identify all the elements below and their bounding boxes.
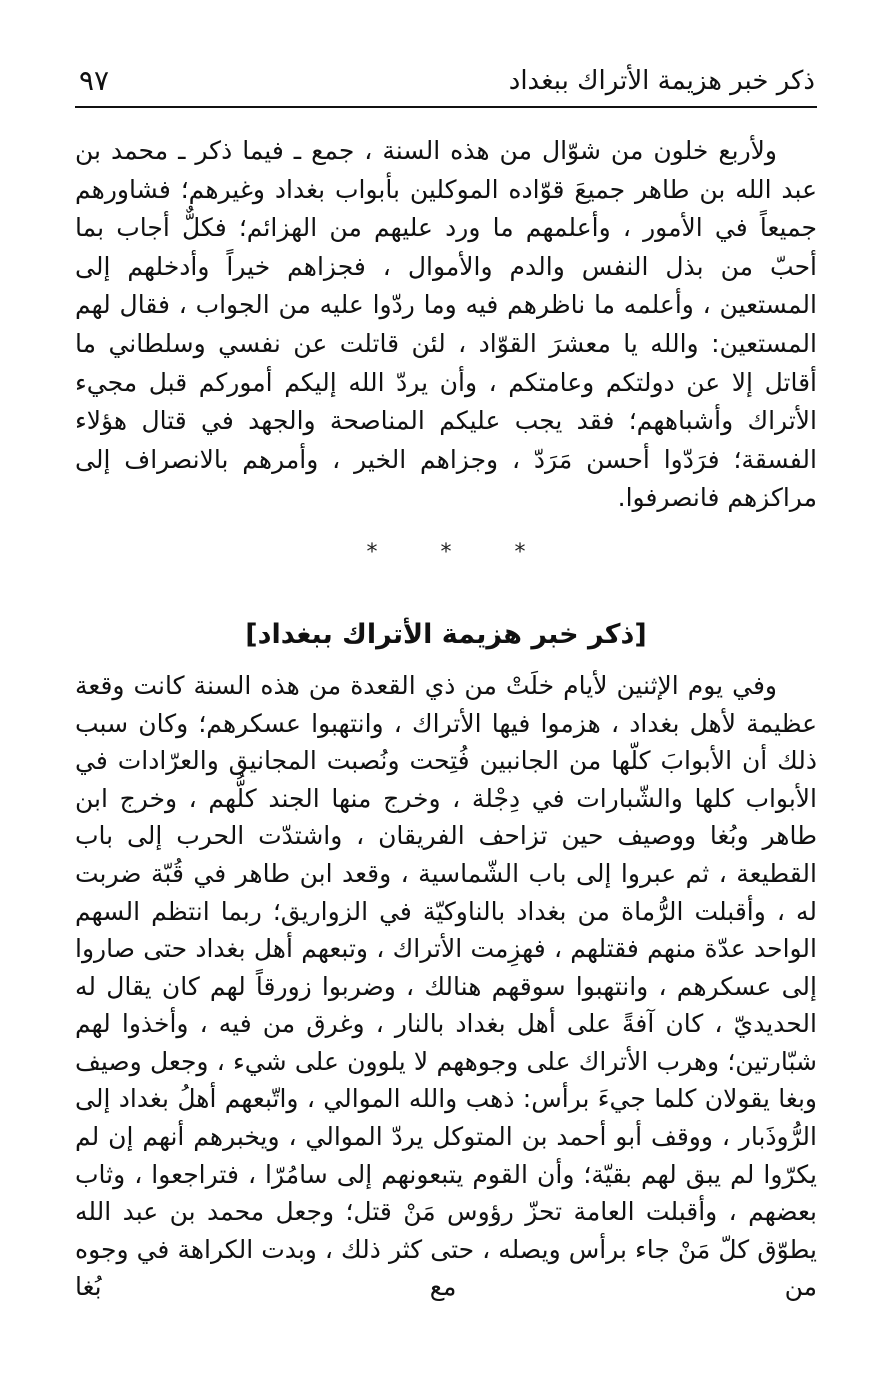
page-number: ٩٧ [79,64,110,97]
paragraph-shawwal-council: ولأربع خلون من شوّال من هذه السنة ، جمع ـ فيما ذكر ـ محمد بن عبد الله بن طاهر جميعَ قوّاده الموكلين بأبواب بغداد وغيرهم؛ فشاورهم جميعاً في الأمور ، وأعلمهم ما ورد عليهم من الهزائم؛ فكلٌّ أجاب بما أحبّ من بذل النفس والدم والأموال ، فجزاهم خيراً وأدخلهم إلى المستعين ، وأعلمه ما ناظرهم فيه وما ردّوا عليه من الجواب ، فقال لهم المستعين: والله يا معشرَ القوّاد ، لئن قاتلت عن نفسي وسلطاني ما أقاتل إلا عن دولتكم وعامتكم ، وأن يردّ الله إليكم أموركم قبل مجيء الأتراك وأشباههم؛ فقد يجب عليكم المناصحة والجهد في قتال هؤلاء الفسقة؛ فرَدّوا أحسن مَرَدّ ، وجزاهم الخير ، وأمرهم بالانصراف إلى مراكزهم فانصرفوا. [75,136,817,513]
paragraph-battle-of-baghdad: وفي يوم الإثنين لأيام خلَتْ من ذي القعدة من هذه السنة كانت وقعة عظيمة لأهل بغداد ، هزموا فيها الأتراك ، وانتهبوا عسكرهم؛ وكان سبب ذلك أن الأبوابَ كلّها من الجانبين فُتِحت ونُصبت المجانيق والعرّادات في الأبواب كلها والشّبارات في دِجْلة ، وخرج منها الجند كلُّهم ، وخرج ابن طاهر وبُغا ووصيف حين تزاحف الفريقان ، واشتدّت الحرب إلى باب القطيعة ، ثم عبروا إلى باب الشّماسية ، وقعد ابن طاهر في قُبّة ضربت له ، وأقبلت الرُّماة من بغداد بالناوكيّة في الزواريق؛ ربما انتظم السهم الواحد عدّة منهم فقتلهم ، فهزِمت الأتراك ، وتبعهم أهل بغداد حتى صاروا إلى عسكرهم ، وانتهبوا سوقهم هنالك ، وضربوا زورقاً لهم كان يقال له الحديديّ ، كان آفةً على أهل بغداد بالنار ، وغرق من فيه ، وأخذوا لهم شبّارتين؛ وهرب الأتراك على وجوههم لا يلوون على شيء ، وجعل وصيف وبغا يقولان كلما جيءَ برأس: ذهب والله الموالي ، واتّبعهم أهلُ بغداد إلى الرُّوذَبار ، ووقف أبو أحمد بن المتوكل يردّ الموالي ، ويخبرهم أنهم إن لم يكرّوا لم يبق لهم بقيّة؛ وأن القوم يتبعونهم إلى سامُرّا ، فتراجعوا ، وثاب بعضهم ، وأقبلت العامة تحزّ رؤوس مَنْ قتل؛ وجعل محمد بن عبد الله يطوّق كلّ مَنْ جاء برأس ويصله ، حتى كثر ذلك ، وبدت الكراهة في وجوه من مع بُغا [75,670,817,1302]
page-body [75,132,817,1306]
section-heading: [ذكر خبر هزيمة الأتراك ببغداد] [245,618,647,650]
running-title: ذكر خبر هزيمة الأتراك ببغداد [508,66,815,96]
page-header [75,58,817,108]
section-separator: * * * [366,539,554,565]
